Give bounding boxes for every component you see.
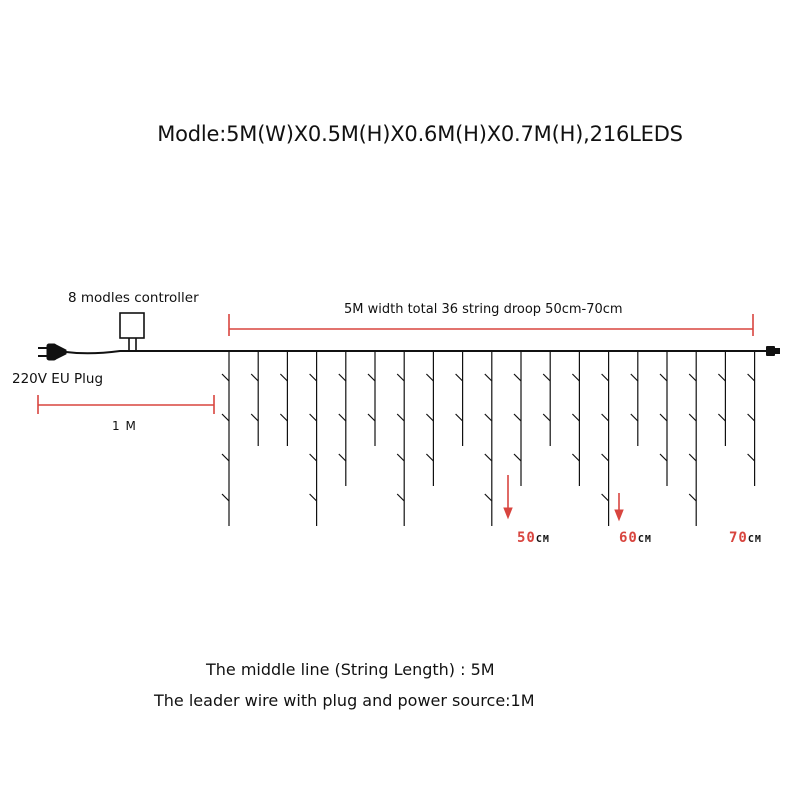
led-tick — [339, 414, 346, 421]
led-tick — [572, 374, 579, 381]
led-tick — [514, 374, 521, 381]
led-tick — [222, 454, 229, 461]
led-tick — [222, 494, 229, 501]
leader-wire — [66, 351, 229, 353]
led-tick — [222, 374, 229, 381]
icicle-drops — [222, 351, 755, 526]
led-tick — [397, 494, 404, 501]
led-tick — [339, 374, 346, 381]
droop-unit: CM — [535, 534, 550, 545]
led-tick — [660, 454, 667, 461]
led-tick — [572, 414, 579, 421]
leader-length-label: 1 M — [112, 419, 137, 433]
leader-dimension-bar — [38, 395, 214, 414]
led-tick — [397, 374, 404, 381]
width-label: 5M width total 36 string droop 50cm-70cm — [344, 302, 623, 317]
string-length-note: The middle line (String Length) : 5M — [206, 660, 495, 679]
led-tick — [251, 414, 258, 421]
led-tick — [456, 374, 463, 381]
led-tick — [718, 414, 725, 421]
led-tick — [689, 454, 696, 461]
led-tick — [602, 454, 609, 461]
led-tick — [426, 374, 433, 381]
droop-value: 50 — [517, 530, 536, 546]
led-tick — [748, 414, 755, 421]
led-tick — [280, 374, 287, 381]
led-tick — [485, 454, 492, 461]
led-tick — [572, 454, 579, 461]
controller-box-icon — [120, 313, 144, 351]
droop-label-50 — [517, 527, 550, 546]
led-tick — [485, 414, 492, 421]
led-tick — [718, 374, 725, 381]
width-dimension-bar — [229, 314, 753, 336]
leader-wire-note: The leader wire with plug and power source:1M — [154, 691, 535, 710]
eu-plug-icon — [38, 344, 66, 360]
led-tick — [310, 414, 317, 421]
led-tick — [660, 374, 667, 381]
led-tick — [748, 454, 755, 461]
led-tick — [485, 494, 492, 501]
led-tick — [310, 374, 317, 381]
led-tick — [251, 374, 258, 381]
controller-label: 8 modles controller — [68, 290, 199, 306]
led-tick — [280, 414, 287, 421]
led-tick — [368, 374, 375, 381]
led-tick — [310, 454, 317, 461]
droop-value: 70 — [729, 530, 748, 546]
led-tick — [514, 414, 521, 421]
led-tick — [426, 454, 433, 461]
led-tick — [514, 454, 521, 461]
led-tick — [397, 414, 404, 421]
droop-label-60 — [619, 527, 652, 546]
led-tick — [485, 374, 492, 381]
led-tick — [368, 414, 375, 421]
droop-arrow-50-icon — [504, 475, 512, 518]
led-tick — [631, 374, 638, 381]
led-tick — [456, 414, 463, 421]
led-tick — [602, 494, 609, 501]
led-tick — [543, 414, 550, 421]
led-tick — [543, 374, 550, 381]
led-tick — [602, 374, 609, 381]
led-tick — [660, 414, 667, 421]
led-tick — [310, 494, 317, 501]
model-title: Modle:5M(W)X0.5M(H)X0.6M(H)X0.7M(H),216LEDS — [157, 122, 683, 146]
droop-label-70 — [729, 527, 762, 546]
led-tick — [748, 374, 755, 381]
led-tick — [339, 454, 346, 461]
led-tick — [397, 454, 404, 461]
led-tick — [689, 414, 696, 421]
led-tick — [602, 414, 609, 421]
droop-unit: CM — [747, 534, 762, 545]
droop-unit: CM — [637, 534, 652, 545]
droop-value: 60 — [619, 530, 638, 546]
plug-label: 220V EU Plug — [12, 371, 104, 387]
droop-arrow-60-icon — [615, 493, 623, 520]
led-tick — [426, 414, 433, 421]
led-tick — [631, 414, 638, 421]
led-tick — [689, 374, 696, 381]
end-connector-icon — [766, 346, 780, 356]
led-tick — [222, 414, 229, 421]
led-tick — [689, 494, 696, 501]
